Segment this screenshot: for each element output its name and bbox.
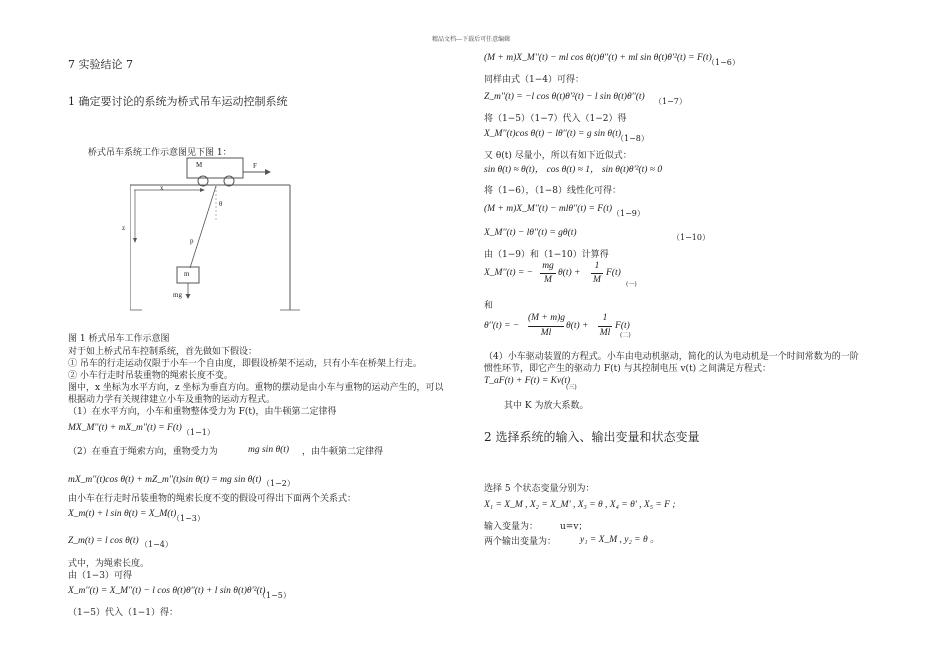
input-value: u=v；: [560, 522, 588, 532]
text-line: 根据动力学有关规律建立小车及重物的运动方程式。: [68, 395, 276, 405]
label-gravity: mg: [173, 291, 182, 299]
fraction-denominator: Ml: [540, 328, 552, 338]
rope: [190, 186, 216, 268]
approximation-equation: sin θ(t) ≈ θ(t)， cos θ(t) ≈ 1， sin θ(t)θ'²(t) ≈ 0: [484, 165, 663, 175]
text-line: 由小车在行走时吊装重物的绳索长度不变的假设可得出下面两个关系式：: [68, 494, 357, 504]
input-label: 输入变量为：: [484, 522, 539, 532]
equation-number: （1−3）: [172, 514, 205, 523]
fraction-denominator: Ml: [599, 328, 611, 338]
text-line: （1−5）代入（1−1）得：: [68, 608, 178, 618]
text-line: ① 吊车的行走运动仅限于小车一个自由度，即假设桥架不运动，只有小车在桥架上行走。: [68, 359, 422, 369]
text-line: 同样由式（1−4）可得：: [484, 75, 584, 85]
section-heading: 7 实验结论 7: [68, 58, 133, 71]
equation-1-3: X_m(t) + l sin θ(t) = X_M(t): [68, 509, 177, 519]
equation-1-10: X_M''(t) − lθ''(t) = gθ(t): [484, 228, 577, 238]
text-line: ② 小车行走时吊装重物的绳索长度不变。: [68, 371, 233, 381]
equation-1-2: mX_m''(t)cos θ(t) + mZ_m''(t)sin θ(t) = mg sin θ(t): [68, 475, 262, 485]
text-line: 其中 K 为放大系数。: [504, 401, 589, 411]
equation-number: （1−5）: [258, 591, 291, 600]
equation-one-mid: θ(t) +: [558, 268, 581, 278]
text-line: 由（1−3）可得: [68, 571, 132, 581]
label-angle: θ: [219, 200, 223, 208]
equation-number: （1−4）: [140, 540, 173, 549]
x-axis-arrowhead: [200, 188, 205, 192]
text-line: 又 θ(t) 尽量小，所以有如下近似式：: [484, 151, 632, 161]
fraction-numerator: 1: [594, 261, 600, 271]
fraction-numerator: 1: [602, 313, 608, 323]
text-line: （4）小车驱动装置的方程式。小车由电动机驱动，简化的认为电动机是一个时间常数为的一阶: [484, 352, 859, 362]
text-line: （1）在水平方向，小车和重物整体受力为 F(t)，由牛顿第二定律得: [68, 407, 337, 417]
equation-1-7: Z_m''(t) = −l cos θ(t)θ'²(t) − l sin θ(t)θ''(t): [484, 92, 645, 102]
equation-1-6: (M + m)X_M''(t) − ml cos θ(t)θ''(t) + ml sin θ(t)θ'²(t) = F(t): [484, 53, 712, 63]
equation-1-8: X_M''(t)cos θ(t) − lθ''(t) = g sin θ(t): [484, 129, 622, 139]
figure-caption: 图 1 桥式吊车工作示意图: [68, 334, 170, 344]
text-line: 式中，为绳索长度。: [68, 559, 150, 569]
equation-number: （1−9）: [612, 209, 645, 218]
equation-two-lhs: θ''(t) = −: [484, 321, 520, 331]
equation-1-4: Z_m(t) = l cos θ(t): [68, 536, 139, 546]
fraction-bar: [528, 326, 564, 327]
crane-diagram-svg: [130, 150, 330, 320]
text-line: 选择 5 个状态变量分别为：: [484, 484, 595, 494]
equation-number: (一): [626, 281, 637, 288]
equation-number: （1−8）: [616, 134, 649, 143]
fraction-numerator: (M + m)g: [528, 313, 566, 323]
equation-two-tail: F(t): [615, 321, 630, 331]
text-line: 惯性环节，即它产生的驱动力 F(t) 与其控制电压 v(t) 之间满足方程式：: [484, 364, 772, 374]
drive-equation: T_aF(t) + F(t) = Kv(t): [484, 376, 571, 386]
fraction-bar: [540, 273, 556, 274]
text-line: ，由牛顿第二定律得: [302, 447, 384, 457]
header-note: 精品文档---下载后可任意编辑: [432, 36, 511, 43]
equation-number: (三): [566, 384, 577, 391]
fraction-denominator: M: [544, 275, 552, 285]
subheading: 1 确定要讨论的系统为桥式吊车运动控制系统: [68, 95, 288, 108]
text-line: （2）在垂直于绳索方向，重物受力为: [68, 447, 218, 457]
state-variables: X₁ = X_M , X₂ = X_M' , X₃ = θ , X₄ = θ' , X₅ = F ;: [484, 500, 676, 510]
equation-1-1: MX_M''(t) + mX_m''(t) = F(t): [68, 423, 182, 433]
output-label: 两个输出变量为：: [484, 537, 557, 547]
equation-number: （1−6）: [707, 58, 740, 67]
text-line: 将（1−6），（1−8）线性化可得：: [484, 186, 621, 196]
label-trolley: M: [196, 161, 203, 169]
equation-one-tail: F(t): [606, 268, 621, 278]
fraction-numerator: mg: [542, 261, 554, 271]
equation-number: (二): [620, 332, 631, 339]
equation-1-5: X_m''(t) = X_M''(t) − l cos θ(t)θ''(t) + l sin θ(t)θ'²(t): [68, 586, 266, 596]
text-line: 图中，x 坐标为水平方向，z 坐标为垂直方向。重物的摆动是由小车与重物的运动产生的，可以: [68, 383, 444, 393]
label-force: F: [253, 162, 257, 170]
text-line: 将（1−5）（1−7）代入（1−2）得: [484, 114, 627, 124]
equation-inline: mg sin θ(t): [248, 445, 290, 455]
equation-number: （1−1）: [182, 428, 215, 437]
output-value: y₁ = X_M , y₂ = θ 。: [580, 535, 660, 545]
diagram-intro: 桥式吊车系统工作示意图见下图 1：: [88, 148, 232, 158]
equation-number: （1−7）: [654, 97, 687, 106]
text-line: 对于如上桥式吊车控制系统，首先做如下假设：: [68, 347, 258, 357]
gravity-arrowhead: [186, 294, 191, 299]
label-load: m: [184, 270, 190, 278]
fraction-denominator: M: [593, 275, 601, 285]
equation-1-9: (M + m)X_M''(t) − mlθ''(t) = F(t): [484, 204, 613, 214]
force-arrowhead: [265, 169, 271, 175]
equation-number: （1−2）: [262, 479, 295, 488]
text-line: 和: [484, 301, 494, 311]
label-z: z: [122, 224, 126, 232]
text-line: 由（1−9）和（1−10）计算得: [484, 250, 609, 260]
z-axis-arrowhead: [133, 238, 137, 243]
equation-two-mid: θ(t) +: [566, 321, 589, 331]
equation-number: （1−10）: [672, 233, 710, 242]
crane-diagram: [122, 150, 330, 320]
label-x: x: [160, 184, 164, 192]
equation-one-lhs: X_M''(t) = −: [484, 268, 534, 278]
fraction-bar: [591, 273, 603, 274]
fraction-bar: [598, 326, 612, 327]
section-heading-2: 2 选择系统的输入、输出变量和状态变量: [484, 430, 700, 444]
label-rope: p: [190, 237, 194, 245]
